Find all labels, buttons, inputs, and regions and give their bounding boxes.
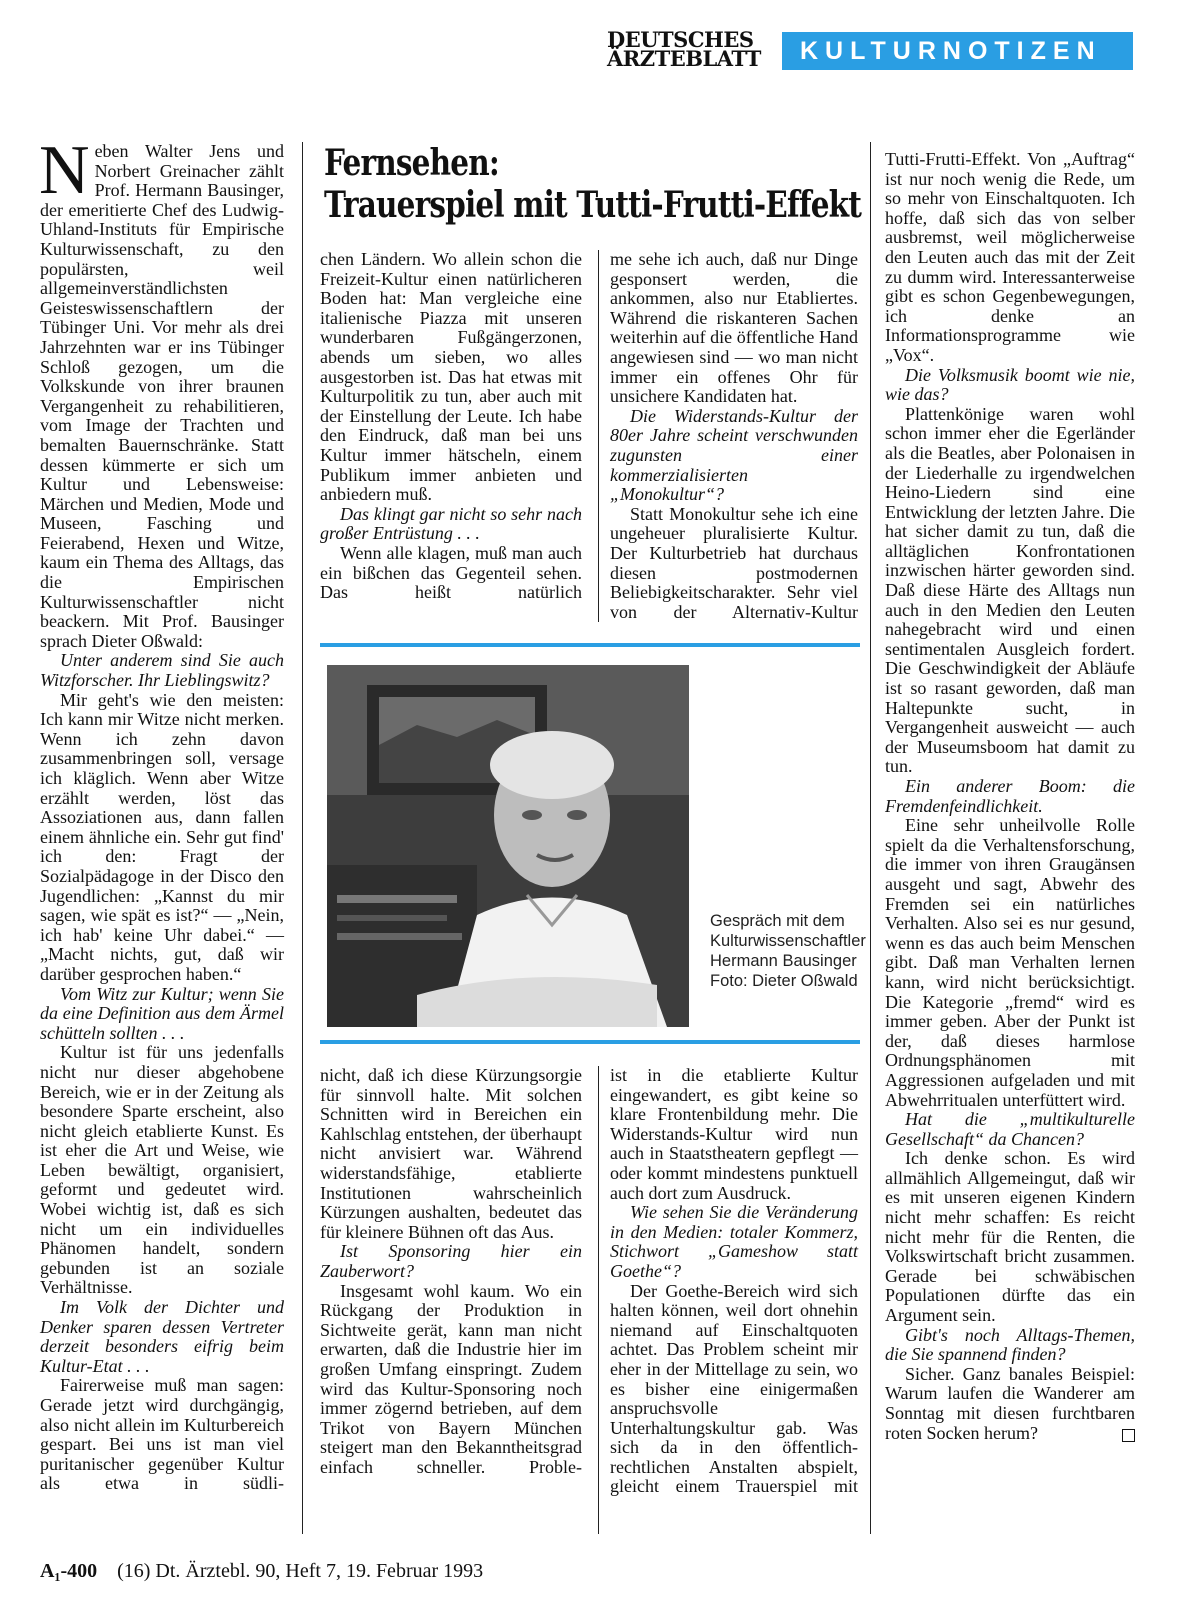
interview-question: Im Volk der Dichter und Denker sparen dessen Vertreter derzeit besonders eifrig beim Kultur-Etat . . . — [40, 1297, 284, 1376]
journal-masthead — [607, 27, 767, 71]
photo-rule-bottom — [320, 1040, 860, 1044]
article-paragraph: ist in die etablierte Kultur eingewandert, es gibt keine so klare Frontenbildung mehr. Die Widerstands-Kultur wird nun auch in Staatstheatern gepflegt — oder kommt mindestens punktuell auch dort zum Ausdruck. — [610, 1065, 858, 1203]
article-paragraph: Sicher. Ganz banales Beispiel: Warum laufen die Wanderer am Sonntag mit diesen furchtbaren roten Socken herum? — [885, 1363, 1135, 1443]
article-paragraph: Wenn alle klagen, muß man auch ein bißchen das Gegenteil sehen. Das heißt natürlich — [320, 542, 582, 603]
interview-question: Wie sehen Sie die Veränderung in den Medien: totaler Kommerz, Stichwort „Gameshow statt Goethe“? — [610, 1202, 858, 1281]
article-paragraph: Fairerweise muß man sagen: Gerade jetzt wird durchgängig, also nicht allein im Kulturbereich gespart. Bei uns ist man viel puritanischer gegenüber Kultur als etwa in südli- — [40, 1375, 284, 1494]
column-divider — [598, 1066, 599, 1534]
interview-question: Die Widerstands-Kultur der 80er Jahre scheint verschwunden zugunsten einer kommerzialisierten „Monokultur“? — [610, 405, 858, 505]
headline-line2: Trauerspiel mit Tutti-Frutti-Effekt — [324, 184, 862, 226]
article-paragraph: Kultur ist für uns jedenfalls nicht nur dieser abgehobene Bereich, wie er in der Zeitung als besondere Sparte erscheint, also nicht gleich etablierte Kunst. Es ist eher die Art und Weise, wie Leben bewältigt, organisiert, geformt und gedeutet wird. Wobei wichtig ist, daß es sich nicht um ein individuelles Phänomen handelt, sondern gebunden ist an soziale Verhältnisse. — [40, 1042, 284, 1298]
end-of-article-mark — [1122, 1429, 1135, 1442]
article-column-2-top — [320, 250, 582, 603]
column-divider — [598, 250, 599, 622]
article-paragraph: Mir geht's wie den meisten: Ich kann mir Witze nicht merken. Wenn ich zehn davon zusammenbringen soll, versage ich kläglich. Wenn aber Witze erzählt werden, löst das Assoziationen aus, dann fallen einem ähnliche ein. Sehr gut find' ich den: Fragt der Sozialpädagoge in der Disco den Jugendlichen: „Kannst du mir sagen, wie spät es ist?“ — „Nein, ich hab' keine Uhr dabei.“ — „Macht nichts, gut, daß wir darüber gesprochen haben.“ — [40, 689, 284, 984]
interview-question: Ein anderer Boom: die Fremdenfeindlichkeit. — [885, 776, 1135, 816]
article-column-3-bottom — [610, 1066, 858, 1497]
article-paragraph: me sehe ich auch, daß nur Dinge gesponsert werden, die ankommen, also nur Etabliertes. Während die riskanteren Sachen weiterhin auf die öffentliche Hand angewiesen sind — wo man nicht immer ein offenes Ohr für unsichere Kandidaten hat. — [610, 249, 858, 407]
article-column-3-top — [610, 250, 858, 622]
page-footer — [40, 1560, 740, 1583]
article-paragraph: Ich denke schon. Es wird allmählich Allgemeingut, daß wir es mit unseren eigenen Kindern nicht mehr schaffen: Es reicht nicht mehr für die Renten, die Volkswirtschaft bricht zusammen. Gerade bei schwäbischen Populationen dürfte das ein Argument sein. — [885, 1148, 1135, 1326]
page-folio: A₁-400 — [40, 1560, 98, 1582]
article-column-2-bottom — [320, 1066, 582, 1477]
section-banner: KULTURNOTIZEN — [782, 32, 1133, 70]
interview-question: Die Volksmusik boomt wie nie, wie das? — [885, 364, 1135, 405]
portrait-image — [327, 665, 689, 1027]
article-paragraph: Tutti-Frutti-Effekt. Von „Auftrag“ ist nur noch wenig die Rede, um so mehr von Einschaltquoten. Ich hoffe, daß sich das von selber ausbremst, weil möglicherweise den Leuten auch das mit der Zeit zu dumm wird. Interessanterweise gibt es schon Gegenbewegungen, ich denke an Informationsprogramme wie „Vox“. — [885, 149, 1135, 365]
column-divider — [302, 142, 303, 1534]
article-column-1 — [39, 132, 284, 1494]
interview-question: Ist Sponsoring hier ein Zauberwort? — [320, 1241, 582, 1281]
headline-line1: Fernsehen: — [324, 142, 499, 184]
journal-name-line2: ÄRZTEBLATT — [607, 46, 761, 71]
article-paragraph: Insgesamt wohl kaum. Wo ein Rückgang der Produktion in Sichtweite gerät, kann man nicht erwarten, daß die Industrie hier im großen Umfang einspringt. Zudem wird das Kultur-Sponsoring noch immer zögernd betrieben, auf dem Trikot von Bayern München steigert man den Bekanntheitsgrad einfach schneller. Proble- — [320, 1280, 582, 1477]
interview-question: Gibt's noch Alltags-Themen, die Sie spannend finden? — [885, 1324, 1135, 1365]
portrait-photo — [327, 665, 689, 1027]
interview-question: Vom Witz zur Kultur; wenn Sie da eine Definition aus dem Ärmel schütteln sollten . . . — [40, 983, 284, 1043]
article-paragraph: chen Ländern. Wo allein schon die Freizeit-Kultur einen natürlicheren Boden hat: Man vergleiche eine italienische Piazza mit unseren wunderbaren Fußgängerzonen, abends um sieben, wo alles ausgestorben ist. Das hat etwas mit Kulturpolitik zu tun, aber auch mit der Einstellung der Leute. Ich habe den Eindruck, daß man bei uns Kultur immer hätscheln, einem Publikum immer anbieten und anbiedern muß. — [320, 249, 582, 505]
article-paragraph: nicht, daß ich diese Kürzungsorgie für sinnvoll halte. Mit solchen Schnitten wird in Bereichen ein Kahlschlag entstehen, der überhaupt nicht anvisiert war. Während widerstandsfähige, etablierte Institutionen wahrscheinlich Kürzungen aushalten, bedeutet das für kleinere Bühnen oft das Aus. — [320, 1065, 582, 1242]
interview-question: Unter anderem sind Sie auch Witzforscher. Ihr Lieblingswitz? — [40, 650, 284, 691]
article-column-4 — [885, 150, 1135, 1443]
interview-question: Das klingt gar nicht so sehr nach großer Entrüstung . . . — [320, 503, 582, 544]
photo-caption: Gespräch mit dem Kulturwissenschaftler Hermann Bausinger Foto: Dieter Oßwald — [710, 912, 866, 990]
photo-rule-top — [320, 643, 860, 647]
article-paragraph: Statt Monokultur sehe ich eine ungeheuer pluralisierte Kultur. Der Kulturbetrieb hat durchaus diesen postmodernen Beliebigkeitscharakter. Sehr viel von der Alternativ-Kultur — [610, 503, 858, 622]
article-headline — [324, 142, 862, 226]
citation-line: (16) Dt. Ärztebl. 90, Heft 7, 19. Februar 1993 — [117, 1560, 484, 1582]
drop-cap: N — [39, 132, 90, 209]
interview-question: Hat die „multikulturelle Gesellschaft“ da Chancen? — [885, 1109, 1135, 1149]
column-divider — [870, 142, 871, 1534]
journal-name-line1: DEUTSCHES — [607, 27, 754, 52]
article-paragraph: Eine sehr unheilvolle Rolle spielt da die Verhaltensforschung, die immer von ihren Graugänsen ausgeht und sagt, Abwehr des Fremden sei ein natürliches Verhalten. Also sei es nur gesund, wenn es das auch beim Menschen gibt. Daß man Verhalten lernen kann, wird nicht berücksichtigt. Die Kategorie „fremd“ wird es immer geben. Aber der Punkt ist der, daß dieses harmlose Ordnungsphänomen mit Aggressionen aufgeladen und mit Abwehrritualen unterfüttert wird. — [885, 815, 1135, 1110]
article-paragraph: Plattenkönige waren wohl schon immer eher die Egerländer als die Beatles, aber Polonaisen in der Liederhalle zu irgendwelchen Heino-Liedern sind eine Entwicklung der letzten Jahre. Die hat sicher damit zu tun, daß die alltäglichen Konfrontationen inzwischen härter geworden sind. Daß diese Härte des Alltags nun auch in den Medien den Leuten nahegebracht wird und einen sentimentalen Ausgleich fordert. Die Geschwindigkeit der Abläufe ist so rasant geworden, daß man Haltepunkte sucht, in Vergangenheit ausweicht — auch der Museumsboom hat damit zu tun. — [885, 403, 1135, 777]
article-paragraph: Neben Walter Jens und Norbert Greinacher zählt Prof. Hermann Bausinger, der emeritierte Chef des Ludwig-Uhland-Instituts für Empirische Kulturwissenschaft, zu den populärsten, weil allgemeinverständlichsten Geisteswissenschaftlern der Tübinger Uni. Vor mehr als drei Jahrzehnten war er ins Tübinger Schloß gezogen, um die Volkskunde von ihrer braunen Vergangenheit zu rehabilitieren, vom Image der Trachten und bemalten Bauernschränke. Statt dessen kümmerte er sich um Kultur und Lebensweise: Märchen und Medien, Mode und Museen, Fasching und Feierabend, Hexen und Witze, kaum ein Thema des Alltags, das die Empirischen Kulturwissenschaftler nicht beackern. Mit Prof. Bausinger sprach Dieter Oßwald: — [39, 132, 284, 651]
article-paragraph: Der Goethe-Bereich wird sich halten können, weil dort ohnehin niemand auf Einschaltquoten achtet. Das Problem scheint mir eher in der Mittellage zu sein, wo es bisher eine einigermaßen anspruchsvolle Unterhaltungskultur gab. Was sich da in den öffentlich-rechtlichen Anstalten abspielt, gleicht einem Trauerspiel mit — [610, 1280, 858, 1497]
